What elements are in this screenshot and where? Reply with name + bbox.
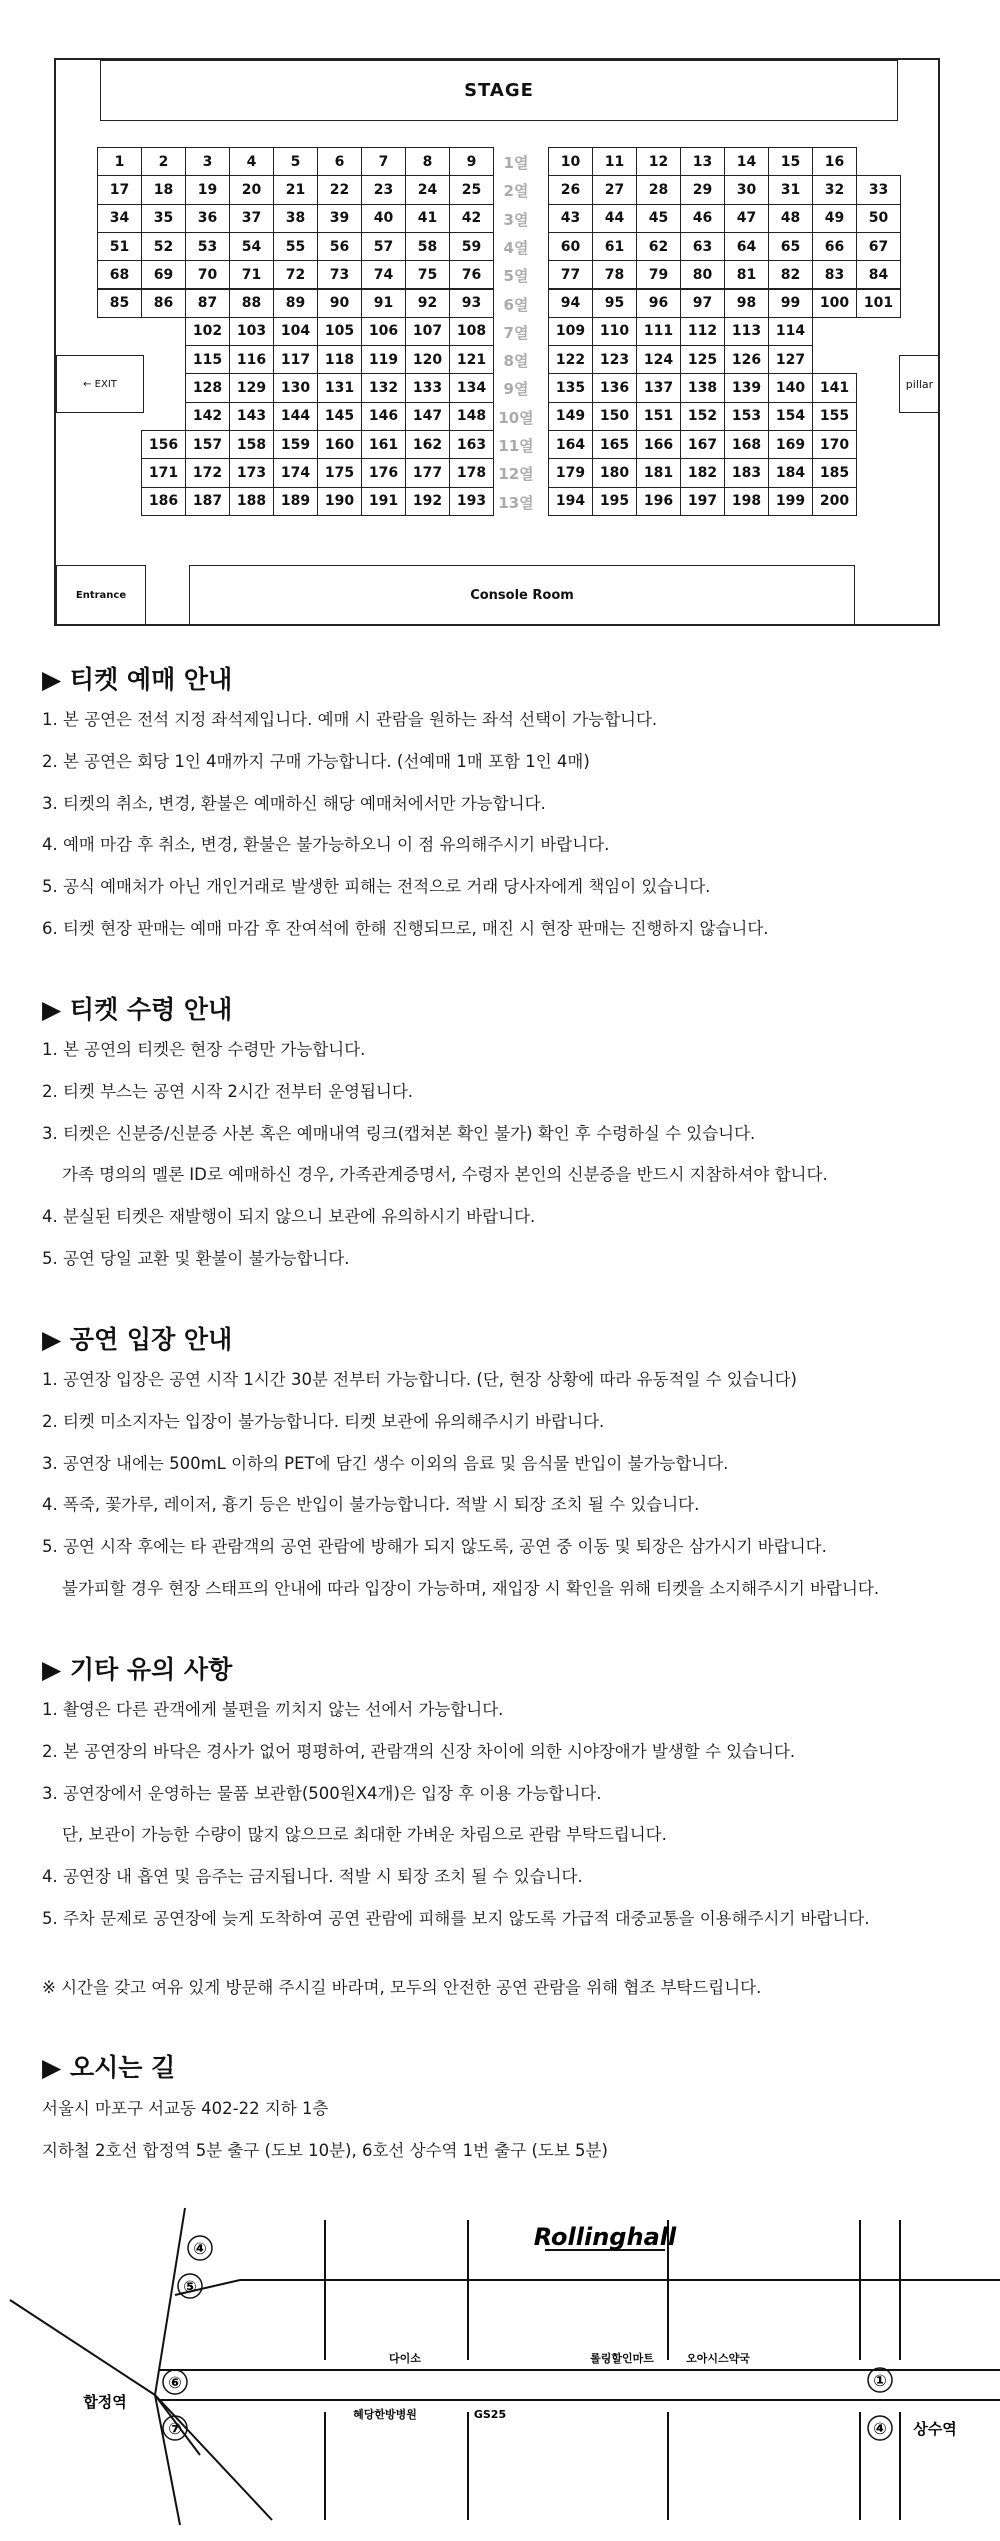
seat-199[interactable]: 199 <box>768 487 813 516</box>
pickup-line: 5. 공연 당일 교환 및 환불이 불가능합니다. <box>42 1249 350 1268</box>
seat-36[interactable]: 36 <box>185 204 230 233</box>
seat-121[interactable]: 121 <box>449 345 494 374</box>
seat-115[interactable]: 115 <box>185 345 230 374</box>
seat-97[interactable]: 97 <box>680 289 725 318</box>
seat-160[interactable]: 160 <box>317 430 362 459</box>
seat-65[interactable]: 65 <box>768 232 813 261</box>
seat-150[interactable]: 150 <box>592 402 637 431</box>
seat-125[interactable]: 125 <box>680 345 725 374</box>
seat-123[interactable]: 123 <box>592 345 637 374</box>
seat-26[interactable]: 26 <box>548 175 593 204</box>
booking-line: 4. 예매 마감 후 취소, 변경, 환불은 불가능하오니 이 점 유의해주시기 바랍니다. <box>42 835 610 854</box>
row-label: 9열 <box>503 380 529 399</box>
seat-42[interactable]: 42 <box>449 204 494 233</box>
seat-9[interactable]: 9 <box>449 147 494 176</box>
seat-156[interactable]: 156 <box>141 430 186 459</box>
seat-16[interactable]: 16 <box>812 147 857 176</box>
seat-147[interactable]: 147 <box>405 402 450 431</box>
seat-109[interactable]: 109 <box>548 317 593 346</box>
seat-92[interactable]: 92 <box>405 289 450 318</box>
seat-102[interactable]: 102 <box>185 317 230 346</box>
seat-183[interactable]: 183 <box>724 458 769 487</box>
etc-line: 3. 공연장에서 운영하는 물품 보관함(500원X4개)은 입장 후 이용 가능합니다. <box>42 1784 602 1803</box>
row-label: 10열 <box>498 408 534 427</box>
entry-line: 1. 공연장 입장은 공연 시작 1시간 30분 전부터 가능합니다. (단, 현장 상황에 따라 유동적일 수 있습니다) <box>42 1370 797 1389</box>
seat-134[interactable]: 134 <box>449 373 494 402</box>
row-label: 7열 <box>503 323 529 342</box>
seat-101[interactable]: 101 <box>856 289 901 318</box>
row-label: 2열 <box>503 182 529 201</box>
etc-note: ※ 시간을 갖고 여유 있게 방문해 주시길 바라며, 모두의 안전한 공연 관람을 위해 협조 부탁드립니다. <box>42 1978 762 1997</box>
seat-85[interactable]: 85 <box>97 289 142 318</box>
seat-129[interactable]: 129 <box>229 373 274 402</box>
seat-29[interactable]: 29 <box>680 175 725 204</box>
seat-114[interactable]: 114 <box>768 317 813 346</box>
seat-87[interactable]: 87 <box>185 289 230 318</box>
seat-139[interactable]: 139 <box>724 373 769 402</box>
seat-126[interactable]: 126 <box>724 345 769 374</box>
row-label: 11열 <box>498 437 534 455</box>
seat-162[interactable]: 162 <box>405 430 450 459</box>
seat-33[interactable]: 33 <box>856 175 901 204</box>
seat-182[interactable]: 182 <box>680 458 725 487</box>
seat-196[interactable]: 196 <box>636 487 681 516</box>
row-label: 8열 <box>503 352 529 371</box>
seat-130[interactable]: 130 <box>273 373 318 402</box>
seat-55[interactable]: 55 <box>273 232 318 261</box>
address-line: 서울시 마포구 서교동 402-22 지하 1층 <box>42 2099 329 2118</box>
seat-15[interactable]: 15 <box>768 147 813 176</box>
seat-186[interactable]: 186 <box>141 487 186 516</box>
seat-6[interactable]: 6 <box>317 147 362 176</box>
seat-4[interactable]: 4 <box>229 147 274 176</box>
seat-144[interactable]: 144 <box>273 402 318 431</box>
seat-155[interactable]: 155 <box>812 402 857 431</box>
section-title-entry: ▶ 공연 입장 안내 <box>42 1325 233 1354</box>
seat-175[interactable]: 175 <box>317 458 362 487</box>
seat-96[interactable]: 96 <box>636 289 681 318</box>
seat-176[interactable]: 176 <box>361 458 406 487</box>
seat-48[interactable]: 48 <box>768 204 813 233</box>
pickup-line: 2. 티켓 부스는 공연 시작 2시간 전부터 운영됩니다. <box>42 1082 414 1101</box>
booking-line: 5. 공식 예매처가 아닌 개인거래로 발생한 피해는 전적으로 거래 당사자에게 책임이 있습니다. <box>42 877 711 896</box>
pickup-line: 3. 티켓은 신분증/신분증 사본 혹은 예매내역 링크(캡쳐본 확인 불가) 확인 후 수령하실 수 있습니다. <box>42 1124 756 1143</box>
seat-106[interactable]: 106 <box>361 317 406 346</box>
seat-5[interactable]: 5 <box>273 147 318 176</box>
oasis-pharmacy-label: 오아시스약국 <box>686 2352 750 2365</box>
seat-1[interactable]: 1 <box>97 147 142 176</box>
seat-171[interactable]: 171 <box>141 458 186 487</box>
booking-line: 2. 본 공연은 회당 1인 4매까지 구매 가능합니다. (선예매 1매 포함 1인 4매) <box>42 752 590 771</box>
seat-7[interactable]: 7 <box>361 147 406 176</box>
booking-line: 1. 본 공연은 전석 지정 좌석제입니다. 예매 시 관람을 원하는 좌석 선택이 가능합니다. <box>42 710 658 729</box>
seat-95[interactable]: 95 <box>592 289 637 318</box>
seat-38[interactable]: 38 <box>273 204 318 233</box>
seat-59[interactable]: 59 <box>449 232 494 261</box>
seat-74[interactable]: 74 <box>361 260 406 289</box>
seat-178[interactable]: 178 <box>449 458 494 487</box>
seat-89[interactable]: 89 <box>273 289 318 318</box>
etc-line: 1. 촬영은 다른 관객에게 불편을 끼치지 않는 선에서 가능합니다. <box>42 1700 504 1719</box>
seat-30[interactable]: 30 <box>724 175 769 204</box>
seat-120[interactable]: 120 <box>405 345 450 374</box>
row-label: 13열 <box>498 493 534 512</box>
daiso-label: 다이소 <box>389 2352 421 2365</box>
row-label: 1열 <box>503 154 529 172</box>
seat-111[interactable]: 111 <box>636 317 681 346</box>
rolling-mart-label: 롤링할인마트 <box>590 2352 654 2365</box>
seat-72[interactable]: 72 <box>273 260 318 289</box>
row-label: 5열 <box>503 267 529 286</box>
seat-64[interactable]: 64 <box>724 232 769 261</box>
seat-22[interactable]: 22 <box>317 175 362 204</box>
pickup-line: 4. 분실된 티켓은 재발행이 되지 않으니 보관에 유의하시기 바랍니다. <box>42 1207 536 1226</box>
hapjeong-station-label: 합정역 <box>83 2393 127 2411</box>
seat-118[interactable]: 118 <box>317 345 362 374</box>
seat-110[interactable]: 110 <box>592 317 637 346</box>
seat-map <box>54 58 940 626</box>
seat-81[interactable]: 81 <box>724 260 769 289</box>
seat-63[interactable]: 63 <box>680 232 725 261</box>
exit-number-4-right: ④ <box>873 2419 887 2438</box>
entry-line: 4. 폭죽, 꽃가루, 레이저, 흉기 등은 반입이 불가능합니다. 적발 시 퇴장 조치 될 수 있습니다. <box>42 1495 700 1514</box>
seat-137[interactable]: 137 <box>636 373 681 402</box>
seat-91[interactable]: 91 <box>361 289 406 318</box>
seat-188[interactable]: 188 <box>229 487 274 516</box>
stage: STAGE <box>100 60 898 121</box>
seat-75[interactable]: 75 <box>405 260 450 289</box>
seat-117[interactable]: 117 <box>273 345 318 374</box>
seat-198[interactable]: 198 <box>724 487 769 516</box>
seat-98[interactable]: 98 <box>724 289 769 318</box>
seat-49[interactable]: 49 <box>812 204 857 233</box>
seat-179[interactable]: 179 <box>548 458 593 487</box>
subway-line: 지하철 2호선 합정역 5분 출구 (도보 10분), 6호선 상수역 1번 출구 (도보 5분) <box>42 2141 608 2160</box>
seat-32[interactable]: 32 <box>812 175 857 204</box>
seat-82[interactable]: 82 <box>768 260 813 289</box>
seat-52[interactable]: 52 <box>141 232 186 261</box>
row-label: 12열 <box>498 465 534 484</box>
seat-161[interactable]: 161 <box>361 430 406 459</box>
seat-149[interactable]: 149 <box>548 402 593 431</box>
seat-146[interactable]: 146 <box>361 402 406 431</box>
etc-line: 4. 공연장 내 흡연 및 음주는 금지됩니다. 적발 시 퇴장 조치 될 수 있습니다. <box>42 1867 583 1886</box>
etc-line: 2. 본 공연장의 바닥은 경사가 없어 평평하여, 관람객의 신장 차이에 의한 시야장애가 발생할 수 있습니다. <box>42 1742 796 1761</box>
seat-158[interactable]: 158 <box>229 430 274 459</box>
seat-70[interactable]: 70 <box>185 260 230 289</box>
seat-113[interactable]: 113 <box>724 317 769 346</box>
seat-136[interactable]: 136 <box>592 373 637 402</box>
seat-152[interactable]: 152 <box>680 402 725 431</box>
seat-27[interactable]: 27 <box>592 175 637 204</box>
etc-line: 5. 주차 문제로 공연장에 늦게 도착하여 공연 관람에 피해를 보지 않도록 가급적 대중교통을 이용해주시기 바랍니다. <box>42 1909 870 1928</box>
seat-145[interactable]: 145 <box>317 402 362 431</box>
seat-154[interactable]: 154 <box>768 402 813 431</box>
seat-34[interactable]: 34 <box>97 204 142 233</box>
seat-135[interactable]: 135 <box>548 373 593 402</box>
seat-128[interactable]: 128 <box>185 373 230 402</box>
exit-number-6: ⑥ <box>168 2373 182 2392</box>
seat-94[interactable]: 94 <box>548 289 593 318</box>
seat-177[interactable]: 177 <box>405 458 450 487</box>
seat-93[interactable]: 93 <box>449 289 494 318</box>
seat-3[interactable]: 3 <box>185 147 230 176</box>
seat-193[interactable]: 193 <box>449 487 494 516</box>
seat-76[interactable]: 76 <box>449 260 494 289</box>
seat-18[interactable]: 18 <box>141 175 186 204</box>
seat-187[interactable]: 187 <box>185 487 230 516</box>
seat-44[interactable]: 44 <box>592 204 637 233</box>
seat-148[interactable]: 148 <box>449 402 494 431</box>
seat-11[interactable]: 11 <box>592 147 637 176</box>
seat-189[interactable]: 189 <box>273 487 318 516</box>
pickup-line: 가족 명의의 멜론 ID로 예매하신 경우, 가족관계증명서, 수령자 본인의 신분증을 반드시 지참하셔야 합니다. <box>62 1165 828 1184</box>
seat-78[interactable]: 78 <box>592 260 637 289</box>
seat-132[interactable]: 132 <box>361 373 406 402</box>
seat-88[interactable]: 88 <box>229 289 274 318</box>
seat-41[interactable]: 41 <box>405 204 450 233</box>
seat-77[interactable]: 77 <box>548 260 593 289</box>
entry-line: 불가피할 경우 현장 스태프의 안내에 따라 입장이 가능하며, 재입장 시 확인을 위해 티켓을 소지해주시기 바랍니다. <box>62 1579 880 1598</box>
seat-172[interactable]: 172 <box>185 458 230 487</box>
seat-57[interactable]: 57 <box>361 232 406 261</box>
seat-13[interactable]: 13 <box>680 147 725 176</box>
row-label: 3열 <box>503 210 529 229</box>
seat-62[interactable]: 62 <box>636 232 681 261</box>
seat-90[interactable]: 90 <box>317 289 362 318</box>
seat-163[interactable]: 163 <box>449 430 494 459</box>
seat-83[interactable]: 83 <box>812 260 857 289</box>
seat-58[interactable]: 58 <box>405 232 450 261</box>
seat-80[interactable]: 80 <box>680 260 725 289</box>
seat-185[interactable]: 185 <box>812 458 857 487</box>
seat-100[interactable]: 100 <box>812 289 857 318</box>
section-title-pickup: ▶ 티켓 수령 안내 <box>42 995 233 1024</box>
section-title-directions: ▶ 오시는 길 <box>42 2053 176 2082</box>
entry-line: 3. 공연장 내에는 500mL 이하의 PET에 담긴 생수 이외의 음료 및 음식물 반입이 불가능합니다. <box>42 1454 729 1473</box>
seat-164[interactable]: 164 <box>548 430 593 459</box>
seat-143[interactable]: 143 <box>229 402 274 431</box>
hospital-label: 혜당한방병원 <box>353 2408 417 2421</box>
seat-17[interactable]: 17 <box>97 175 142 204</box>
seat-84[interactable]: 84 <box>856 260 901 289</box>
booking-line: 3. 티켓의 취소, 변경, 환불은 예매하신 해당 예매처에서만 가능합니다. <box>42 794 546 813</box>
seat-50[interactable]: 50 <box>856 204 901 233</box>
seat-54[interactable]: 54 <box>229 232 274 261</box>
row-label: 6열 <box>503 295 529 314</box>
seat-165[interactable]: 165 <box>592 430 637 459</box>
seat-14[interactable]: 14 <box>724 147 769 176</box>
seat-181[interactable]: 181 <box>636 458 681 487</box>
section-title-booking: ▶ 티켓 예매 안내 <box>42 665 233 694</box>
seat-108[interactable]: 108 <box>449 317 494 346</box>
seat-184[interactable]: 184 <box>768 458 813 487</box>
exit-number-4: ④ <box>193 2239 207 2258</box>
seat-151[interactable]: 151 <box>636 402 681 431</box>
seat-142[interactable]: 142 <box>185 402 230 431</box>
seat-68[interactable]: 68 <box>97 260 142 289</box>
seat-159[interactable]: 159 <box>273 430 318 459</box>
seat-194[interactable]: 194 <box>548 487 593 516</box>
seat-20[interactable]: 20 <box>229 175 274 204</box>
entry-line: 2. 티켓 미소지자는 입장이 불가능합니다. 티켓 보관에 유의해주시기 바랍니다. <box>42 1412 605 1431</box>
seat-10[interactable]: 10 <box>548 147 593 176</box>
seat-127[interactable]: 127 <box>768 345 813 374</box>
seat-67[interactable]: 67 <box>856 232 901 261</box>
seat-190[interactable]: 190 <box>317 487 362 516</box>
entry-line: 5. 공연 시작 후에는 타 관람객의 공연 관람에 방해가 되지 않도록, 공연 중 이동 및 퇴장은 삼가시기 바랍니다. <box>42 1537 827 1556</box>
seat-103[interactable]: 103 <box>229 317 274 346</box>
seat-31[interactable]: 31 <box>768 175 813 204</box>
seat-166[interactable]: 166 <box>636 430 681 459</box>
seat-133[interactable]: 133 <box>405 373 450 402</box>
seat-131[interactable]: 131 <box>317 373 362 402</box>
seat-39[interactable]: 39 <box>317 204 362 233</box>
location-map <box>0 2190 1000 2530</box>
seat-51[interactable]: 51 <box>97 232 142 261</box>
seat-141[interactable]: 141 <box>812 373 857 402</box>
seat-116[interactable]: 116 <box>229 345 274 374</box>
seat-195[interactable]: 195 <box>592 487 637 516</box>
seat-71[interactable]: 71 <box>229 260 274 289</box>
seat-191[interactable]: 191 <box>361 487 406 516</box>
seat-66[interactable]: 66 <box>812 232 857 261</box>
seat-140[interactable]: 140 <box>768 373 813 402</box>
seat-192[interactable]: 192 <box>405 487 450 516</box>
seat-60[interactable]: 60 <box>548 232 593 261</box>
console-room-label: Console Room <box>189 565 855 626</box>
seat-99[interactable]: 99 <box>768 289 813 318</box>
seat-119[interactable]: 119 <box>361 345 406 374</box>
seat-21[interactable]: 21 <box>273 175 318 204</box>
seat-28[interactable]: 28 <box>636 175 681 204</box>
seat-24[interactable]: 24 <box>405 175 450 204</box>
sangsu-station-label: 상수역 <box>913 2420 957 2438</box>
entrance-label: Entrance <box>56 565 146 626</box>
booking-line: 6. 티켓 현장 판매는 예매 마감 후 잔여석에 한해 진행되므로, 매진 시 현장 판매는 진행하지 않습니다. <box>42 919 769 938</box>
seat-105[interactable]: 105 <box>317 317 362 346</box>
rollinghall-logo: Rollinghall <box>533 2223 677 2251</box>
seat-47[interactable]: 47 <box>724 204 769 233</box>
seat-79[interactable]: 79 <box>636 260 681 289</box>
seat-124[interactable]: 124 <box>636 345 681 374</box>
gs25-label: GS25 <box>473 2408 507 2421</box>
exit-number-1: ① <box>873 2371 887 2390</box>
seat-86[interactable]: 86 <box>141 289 186 318</box>
pickup-line: 1. 본 공연의 티켓은 현장 수령만 가능합니다. <box>42 1040 366 1059</box>
seat-197[interactable]: 197 <box>680 487 725 516</box>
exit-number-7: ⑦ <box>168 2419 182 2438</box>
seat-43[interactable]: 43 <box>548 204 593 233</box>
seat-112[interactable]: 112 <box>680 317 725 346</box>
seat-169[interactable]: 169 <box>768 430 813 459</box>
seat-61[interactable]: 61 <box>592 232 637 261</box>
seat-153[interactable]: 153 <box>724 402 769 431</box>
seat-107[interactable]: 107 <box>405 317 450 346</box>
seat-2[interactable]: 2 <box>141 147 186 176</box>
seat-45[interactable]: 45 <box>636 204 681 233</box>
seat-19[interactable]: 19 <box>185 175 230 204</box>
seat-104[interactable]: 104 <box>273 317 318 346</box>
seat-200[interactable]: 200 <box>812 487 857 516</box>
exit-number-5: ⑤ <box>183 2277 197 2296</box>
seat-69[interactable]: 69 <box>141 260 186 289</box>
seat-167[interactable]: 167 <box>680 430 725 459</box>
seat-73[interactable]: 73 <box>317 260 362 289</box>
seat-138[interactable]: 138 <box>680 373 725 402</box>
seat-8[interactable]: 8 <box>405 147 450 176</box>
seat-56[interactable]: 56 <box>317 232 362 261</box>
seat-12[interactable]: 12 <box>636 147 681 176</box>
etc-line: 단, 보관이 가능한 수량이 많지 않으므로 최대한 가벼운 차림으로 관람 부탁드립니다. <box>62 1825 667 1844</box>
seat-25[interactable]: 25 <box>449 175 494 204</box>
seat-174[interactable]: 174 <box>273 458 318 487</box>
seat-157[interactable]: 157 <box>185 430 230 459</box>
row-label: 4열 <box>503 238 529 257</box>
seat-168[interactable]: 168 <box>724 430 769 459</box>
seat-37[interactable]: 37 <box>229 204 274 233</box>
seat-122[interactable]: 122 <box>548 345 593 374</box>
seat-170[interactable]: 170 <box>812 430 857 459</box>
seat-23[interactable]: 23 <box>361 175 406 204</box>
section-title-etc: ▶ 기타 유의 사항 <box>42 1655 233 1684</box>
seat-35[interactable]: 35 <box>141 204 186 233</box>
seat-180[interactable]: 180 <box>592 458 637 487</box>
pillar-label: pillar <box>899 355 940 413</box>
seat-53[interactable]: 53 <box>185 232 230 261</box>
seat-40[interactable]: 40 <box>361 204 406 233</box>
exit-label: ← EXIT <box>56 355 144 413</box>
seat-46[interactable]: 46 <box>680 204 725 233</box>
seat-173[interactable]: 173 <box>229 458 274 487</box>
